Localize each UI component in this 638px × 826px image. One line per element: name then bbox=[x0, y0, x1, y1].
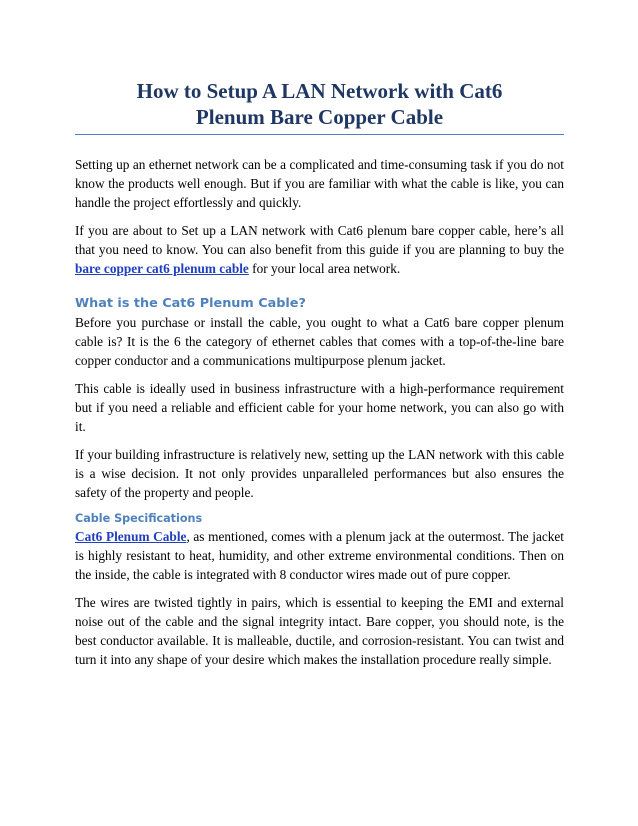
section-heading-specifications: Cable Specifications bbox=[75, 512, 203, 525]
section2-paragraph-1 bbox=[75, 527, 564, 584]
document-title bbox=[75, 78, 564, 130]
section1-paragraph-2: This cable is ideally used in business infrastructure with a high-performance requirement but if you need a reliable and efficient cable for your home network, you can also go with it. bbox=[75, 381, 564, 434]
intro-paragraph-2-text-after: for your local area network. bbox=[248, 261, 401, 276]
intro-paragraph-1: Setting up an ethernet network can be a complicated and time-consuming task if you do not know the products well enough. But if you are familiar with what the cable is like, you can handle the project effortlessly and quickly. bbox=[75, 157, 564, 210]
section1-paragraph-1: Before you purchase or install the cable, you ought to what a Cat6 bare copper plenum cable is? It is the 6 the category of ethernet cables that comes with a top-of-the-line bare copper conductor and a communications multipurpose plenum jacket. bbox=[75, 315, 564, 368]
section-heading-what-is: What is the Cat6 Plenum Cable? bbox=[75, 296, 306, 311]
document-title-line2: Plenum Bare Copper Cable bbox=[195, 105, 444, 129]
cat6-plenum-cable-link[interactable]: Cat6 Plenum Cable bbox=[75, 529, 187, 544]
intro-paragraph-2 bbox=[75, 221, 564, 278]
document-title-line1: How to Setup A LAN Network with Cat6 bbox=[136, 79, 503, 103]
section2-paragraph-1-text: , as mentioned, comes with a plenum jack at the outermost. The jacket is highly resistant to heat, humidity, and other extreme environmental conditions. Then on the inside, the cable is integrated with 8 conductor wires made out of pure copper. bbox=[75, 529, 564, 582]
title-divider bbox=[75, 134, 564, 135]
bare-copper-cable-link[interactable]: bare copper cat6 plenum cable bbox=[75, 261, 249, 276]
section2-paragraph-2: The wires are twisted tightly in pairs, which is essential to keeping the EMI and external noise out of the cable and the signal integrity intact. Bare copper, you should note, is the best conductor available. It is malleable, ductile, and corrosion-resistant. You can twist and turn it into any shape of your desire which makes the installation procedure really simple. bbox=[75, 595, 564, 667]
section1-paragraph-3: If your building infrastructure is relatively new, setting up the LAN network with this cable is a wise decision. It not only provides unparalleled performances but also ensures the safety of the property and people. bbox=[75, 447, 564, 500]
intro-paragraph-2-text-before: If you are about to Set up a LAN network with Cat6 plenum bare copper cable, here’s all that you need to know. You can also benefit from this guide if you are planning to buy the bbox=[75, 223, 564, 257]
